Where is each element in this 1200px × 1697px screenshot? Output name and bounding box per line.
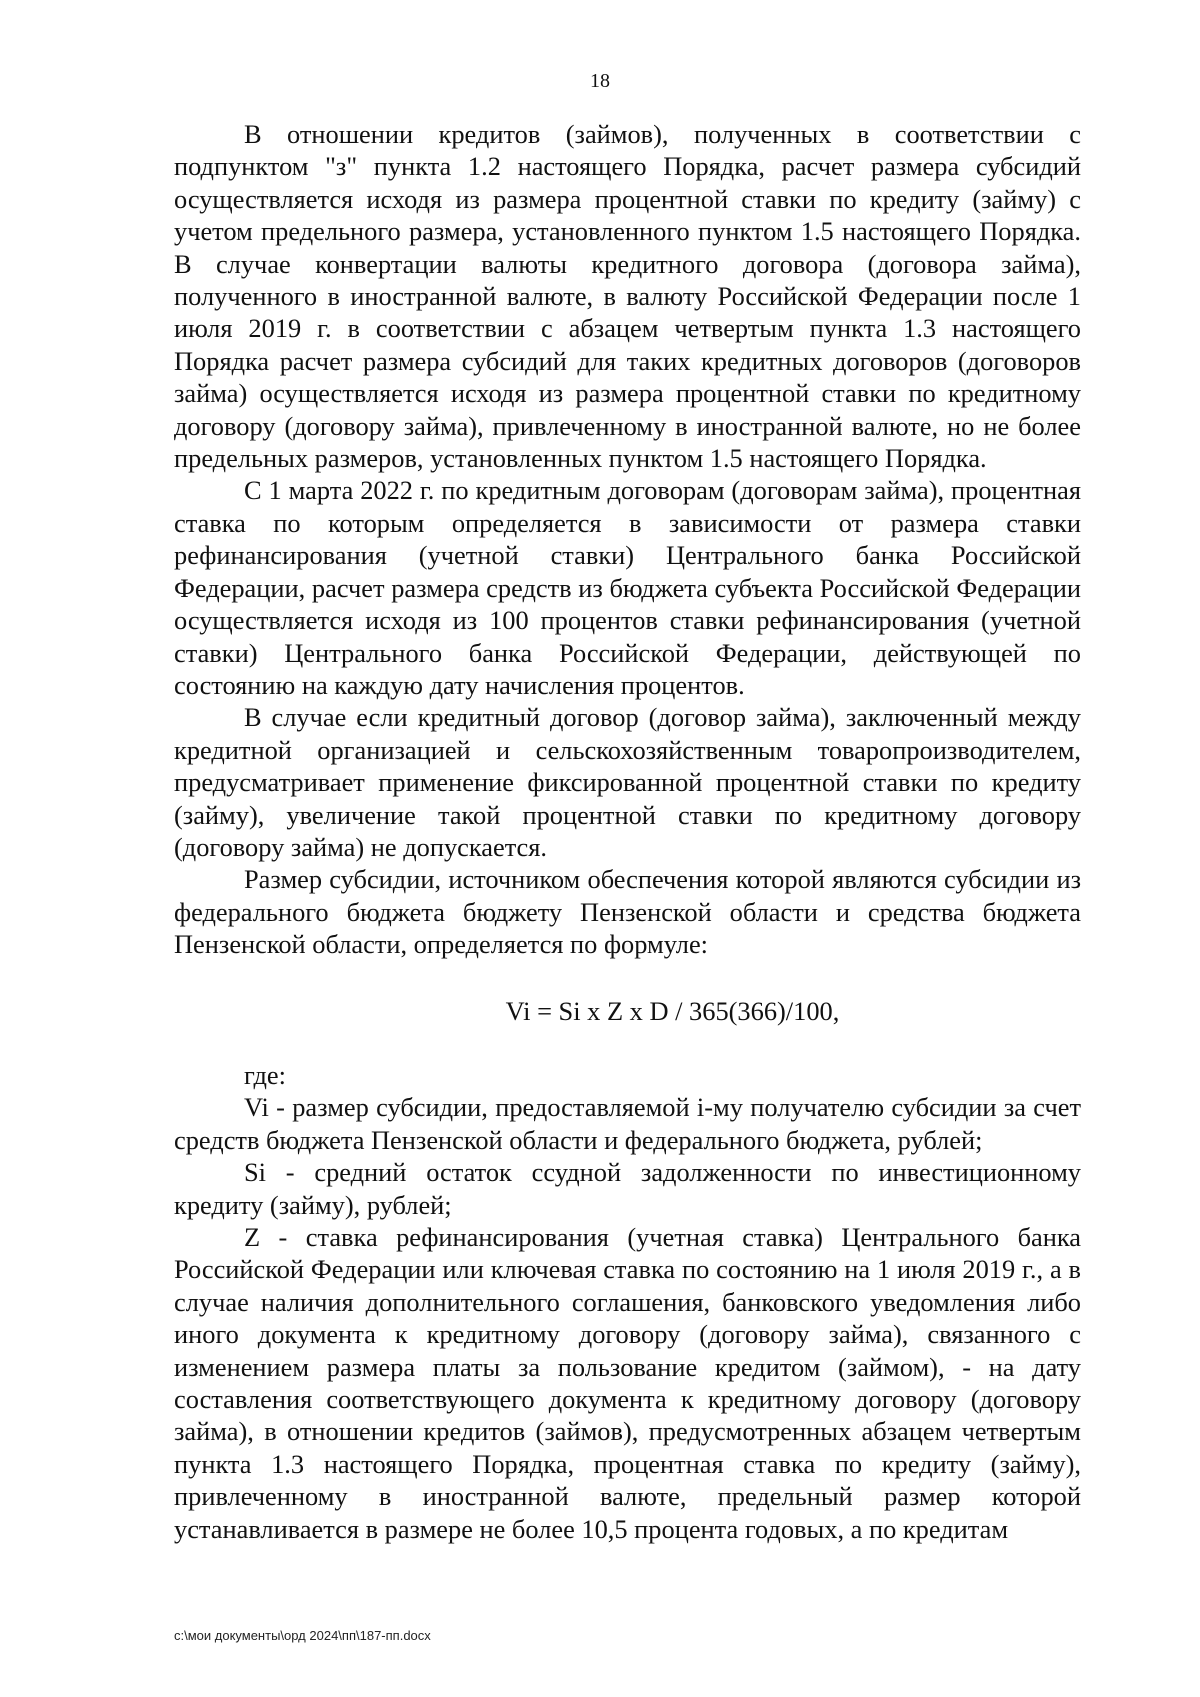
definition-z: Z - ставка рефинансирования (учетная ставка) Центрального банка Российской Федерации или ключевая ставка по состоянию на 1 июля 2019 г., а в случае наличия дополнительного соглашения, банковского уведомления либо иного документа к кредитному договору (договору займа), связанного с изменением размера платы за пользование кредитом (займом), - на дату составления соответствующего документа к кредитному договору (договору займа), в отношении кредитов (займов), предусмотренных абзацем четвертым пункта 1.3 настоящего Порядка, процентная ставка по кредиту (займу), привлеченному в иностранной валюте, предельный размер которой устанавливается в размере не более 10,5 процента годовых, а по кредитам (174, 1222, 1081, 1544)
definition-vi: Vi - размер субсидии, предоставляемой i-му получателю субсидии за счет средств бюджета Пензенской области и федерального бюджета, рублей; (174, 1092, 1081, 1155)
page-number: 18 (590, 70, 610, 92)
definition-si: Si - средний остаток ссудной задолженности по инвестиционному кредиту (займу), рублей; (174, 1157, 1081, 1220)
footer-file-path: c:\мои документы\орд 2024\пп\187-пп.docx (174, 1628, 431, 1643)
document-body (174, 118, 1081, 1545)
paragraph-subsidy-calculation: В отношении кредитов (займов), полученных в соответствии с подпунктом "з" пункта 1.2 настоящего Порядка, расчет размера субсидий осуществляется исходя из размера процентной ставки по кредиту (займу) с учетом предельного размера, установленного пунктом 1.5 настоящего Порядка. В случае конвертации валюты кредитного договора (договора займа), полученного в иностранной валюте, в валюту Российской Федерации после 1 июля 2019 г. в соответствии с абзацем четвертым пункта 1.3 настоящего Порядка расчет размера субсидий для таких кредитных договоров (договоров займа) осуществляется исходя из размера процентной ставки по кредитному договору (договору займа), привлеченному в иностранной валюте, но не более предельных размеров, установленных пунктом 1.5 настоящего Порядка. (174, 119, 1081, 474)
paragraph-fixed-rate: В случае если кредитный договор (договор займа), заключенный между кредитной организацией и сельскохозяйственным товаропроизводителем, предусматривает применение фиксированной процентной ставки по кредиту (займу), увеличение такой процентной ставки по кредитному договору (договору займа) не допускается. (174, 702, 1081, 862)
paragraph-march-2022-rate: С 1 марта 2022 г. по кредитным договорам (договорам займа), процентная ставка по которым определяется в зависимости от размера ставки рефинансирования (учетной ставки) Центрального банка Российской Федерации, расчет размера средств из бюджета субъекта Российской Федерации осуществляется исходя из 100 процентов ставки рефинансирования (учетной ставки) Центрального банка Российской Федерации, действующей по состоянию на каждую дату начисления процентов. (174, 475, 1081, 700)
subsidy-formula: Vi = Si x Z x D / 365(366)/100, (505, 995, 840, 1026)
paragraph-formula-intro: Размер субсидии, источником обеспечения которой являются субсидии из федерального бюджета бюджету Пензенской области и средства бюджета Пензенской области, определяется по формуле: (174, 864, 1081, 960)
formula-where-label: где: (244, 1059, 286, 1090)
